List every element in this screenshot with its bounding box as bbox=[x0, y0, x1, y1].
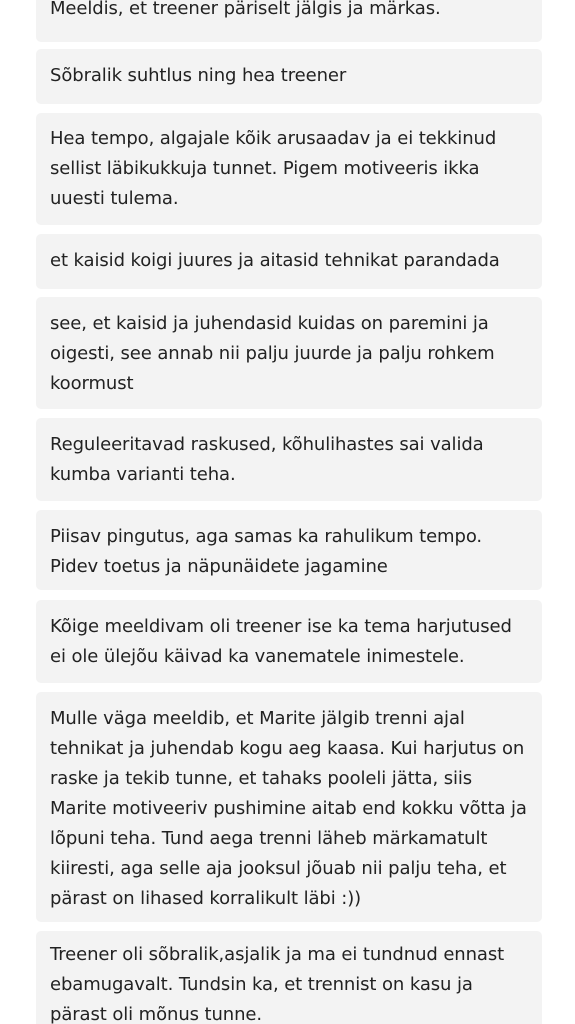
feedback-card bbox=[36, 418, 542, 501]
feedback-card bbox=[36, 510, 542, 590]
feedback-text: et kaisid koigi juures ja aitasid tehnikat parandada bbox=[50, 250, 500, 271]
feedback-card bbox=[36, 692, 542, 922]
feedback-text: Sõbralik suhtlus ning hea treener bbox=[50, 65, 347, 86]
feedback-card bbox=[36, 297, 542, 409]
feedback-card bbox=[36, 600, 542, 683]
feedback-text: Reguleeritavad raskused, kõhulihastes sai valida kumba varianti teha. bbox=[50, 434, 484, 485]
feedback-text: Kõige meeldivam oli treener ise ka tema harjutused ei ole ülejõu käivad ka vanematele inimestele. bbox=[50, 616, 512, 667]
feedback-card bbox=[36, 49, 542, 104]
feedback-text: see, et kaisid ja juhendasid kuidas on paremini ja oigesti, see annab nii palju juurde ja palju rohkem koormust bbox=[50, 313, 495, 394]
feedback-card bbox=[36, 931, 542, 1024]
feedback-card bbox=[36, 234, 542, 289]
feedback-text: Meeldis, et treener päriselt jälgis ja märkas. bbox=[50, 0, 441, 19]
feedback-text: Treener oli sõbralik,asjalik ja ma ei tundnud ennast ebamugavalt. Tundsin ka, et trennist on kasu ja pärast oli mõnus tunne. bbox=[50, 944, 505, 1024]
feedback-card bbox=[36, 0, 542, 42]
feedback-text: Hea tempo, algajale kõik arusaadav ja ei tekkinud sellist läbikukkuja tunnet. Pigem motiveeris ikka uuesti tulema. bbox=[50, 128, 497, 209]
feedback-text: Piisav pingutus, aga samas ka rahulikum tempo. Pidev toetus ja näpunäidete jagamine bbox=[50, 526, 483, 577]
feedback-card bbox=[36, 113, 542, 225]
feedback-text: Mulle väga meeldib, et Marite jälgib trenni ajal tehnikat ja juhendab kogu aeg kaasa. Kui harjutus on raske ja tekib tunne, et tahaks pooleli jätta, siis Marite motiveeriv pushimine aitab end kokku võtta ja lõpuni teha. Tund aega trenni läheb märkamatult kiiresti, aga selle aja jooksul jõuab nii palju teha, et pärast on lihased korralikult läbi :)) bbox=[50, 708, 527, 909]
